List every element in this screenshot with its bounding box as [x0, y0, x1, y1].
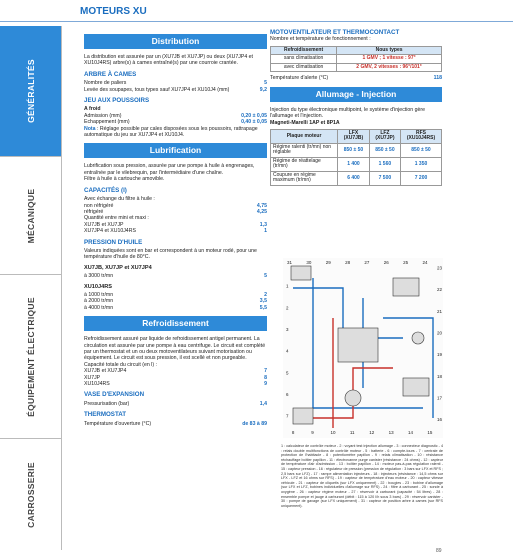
spec-row: Pressurisation (bar) 1,4: [84, 400, 267, 407]
sub-heading: A froid: [84, 106, 101, 113]
right-column: [270, 26, 442, 189]
spec-row: XU7JB et XU7JP 1,3: [84, 221, 267, 228]
left-column: [84, 26, 267, 427]
diagram-callout: 28: [345, 260, 351, 265]
diagram-callout: 5: [286, 370, 289, 376]
page-title: MOTEURS XU: [80, 6, 147, 17]
diagram-callout: 19: [437, 352, 443, 358]
fan-table: Refroidissement Nous types sans climatisation 1 GMV ; 1 vitesse : 97° avec climatisation 2 GMV, 2 vitesses : 96°/101°: [270, 46, 442, 73]
diagram-callout: 3: [286, 327, 289, 333]
sidebar-tab-carrosserie[interactable]: CARROSSERIE: [0, 438, 62, 550]
section-band-refroidissement: Refroidissement: [84, 316, 267, 331]
diagram-callout: 12: [369, 430, 375, 435]
section-heading: CAPACITÉS (l): [84, 186, 127, 194]
diagram-callout: 24: [422, 260, 428, 265]
diagram-callout: 23: [437, 265, 443, 271]
diagram-callout: 22: [437, 287, 443, 293]
paragraph: Injection du type électronique multipoint, le système d'injection gère l'allumage et l'injection.: [270, 106, 425, 120]
paragraph: Capacité totale du circuit (en l) :: [84, 361, 157, 368]
paragraph: La distribution est assurée par un (XU7JB et XU7JP) ou deux (XU7JP4 et XU10J4RS) arbre(s) à cames entraîné(s) par une courroie crantée.: [84, 54, 253, 67]
diagram-callout: 29: [325, 260, 331, 265]
diagram-callout: 2: [286, 305, 289, 311]
paragraph: Avec échange du filtre à huile :: [84, 196, 155, 203]
section-band-lubrification: Lubrification: [84, 143, 267, 158]
engine-group-heading: XU7JB, XU7JP et XU7JP4: [84, 264, 152, 271]
diagram-callout: 7: [286, 413, 289, 419]
spec-row: XU7JP 8: [84, 374, 267, 381]
diagram-callout: 1: [286, 283, 289, 289]
diagram-callout: 27: [364, 260, 370, 265]
spec-row: Admission (mm) 0,20 ± 0,05: [84, 112, 267, 119]
spec-row: XU7JB et XU7JP4 7: [84, 368, 267, 375]
diagram-callout: 4: [286, 348, 289, 354]
section-heading: ARBRE À CAMES: [84, 70, 137, 78]
spec-row: à 3000 tr/mn 5: [84, 273, 267, 280]
note-paragraph: Nota : Réglage possible par cales disposées sous les poussoirs, rattrapage automatique du jeu sur XU7JP4 et XU10J4.: [84, 125, 258, 139]
paragraph: Lubrification sous pression, assurée par une pompe à huile à engrenages, entraînée par le vilebrequin, par l'intermédiaire d'une chaîne.: [84, 163, 255, 176]
diagram-callout: 10: [330, 430, 336, 435]
diagram-callout: 25: [403, 260, 409, 265]
paragraph: Nombre et température de fonctionnement :: [270, 36, 371, 43]
spec-row: Levée des soupapes, tous types sauf XU7JP4 et XU10J4 (mm) 9,2: [84, 86, 267, 93]
section-heading: VASE D'EXPANSION: [84, 391, 145, 399]
engine-group-heading: XU10J4RS: [84, 283, 112, 290]
sidebar-tab-mecanique[interactable]: MÉCANIQUE: [0, 156, 62, 274]
diagram-callout: 16: [437, 417, 443, 423]
diagram-callout: 30: [306, 260, 312, 265]
diagram-callout: 6: [286, 392, 289, 398]
diagram-legend: 1 : calculateur de contrôle moteur - 2 : voyant test injection allumage - 3 : connecteur diagnostic - 4 : relais double multifonctions de contrôle moteur - 5 : batterie - 6 : compte-tours - 7 : centrale de protection de l'habitacle - 8 : potentiomètre papillon - 9 : relais climatisation - 10 : résistance réchauffage boîtier papillon - 11 : électrovanne purge canister (résistance : 24 ohms) - 12 : capteur de température d'air d'admission - 13 : boîtier papillon - 14 : moteur pas-à-pas régulation ralenti - 15 : capteur pression - 16 : régulateur de pression (pression de régulation : 3 bars sur LFX et RFS ; 2,5 bars sur LFZ) - 17 : rampe alimentation injecteurs - 18 : injecteurs (résistance : 14,5 ohms sur LFX - LFZ et 16 ohms sur RFS) - 19 : capteur de température d'eau moteur - 20 : capteur vitesse véhicule - 21 : capteur de cliquetis (sur LFX uniquement) - 22 : bougies - 23 : bobine d'allumage (sur LFX et LFZ, bobines individuelles d'allumage sur RFS) - 24 : filtre à carburant - 25 : sonde à oxygène - 26 : capteur régime moteur - 27 : réservoir à carburant (capacité : 54 litres) - 28 : ensemble pompe et jauge à carburant (débit : 115 à 120 l/h sous 3 bars) - 29 : réservoir canister - 30 : pompe de gavage (sur LFX uniquement) - 31 : capteur de position arbre à cames (sur RFS uniquement).: [281, 444, 443, 508]
injection-table: Plaque moteur LFX (XU7JB) LFZ (XU7JP) RFS (XU10J4RS) Régime ralenti (tr/mn) non réglable 850 ± 50 850 ± 50 850 ± 50 Régime de réattelage (tr/mn) 1 400 1 560 1 350 Coupure en régime maximum (tr/mn) 6 400 7 500 7 200: [270, 129, 442, 186]
spec-row: Température d'ouverture (°C) de 83 à 89: [84, 420, 267, 427]
paragraph: Quantité entre mini et maxi :: [84, 215, 149, 222]
diagram-callout: 18: [437, 373, 443, 379]
spec-row: Echappement (mm) 0,40 ± 0,05: [84, 119, 267, 126]
page-header: [0, 0, 513, 22]
spec-row: XU10J4RS 9: [84, 381, 267, 388]
section-heading: JEU AUX POUSSOIRS: [84, 97, 150, 105]
diagram-callout: 9: [311, 430, 314, 435]
diagram-callout: 26: [383, 260, 389, 265]
injection-wiring-diagram: [283, 258, 443, 438]
diagram-callout: 21: [437, 308, 443, 314]
spec-row: réfrigéré 4,25: [84, 208, 267, 215]
spec-row: à 2000 tr/mn 3,5: [84, 298, 267, 305]
section-heading: PRESSION D'HUILE: [84, 238, 143, 246]
page-number: 89: [436, 548, 442, 554]
diagram-callout: 11: [349, 430, 355, 435]
section-band-allumage: Allumage - Injection: [270, 87, 442, 102]
diagram-callout: 15: [427, 430, 433, 435]
spec-row: à 1000 tr/mn 2: [84, 291, 267, 298]
section-heading: THERMOSTAT: [84, 411, 127, 419]
spec-row: à 4000 tr/mn 5,5: [84, 304, 267, 311]
diagram-callout: 17: [437, 395, 443, 401]
sidebar-tab-electrique[interactable]: ÉQUIPEMENT ÉLECTRIQUE: [0, 274, 62, 438]
spec-row: non réfrigéré 4,75: [84, 202, 267, 209]
diagram-callout: 13: [388, 430, 394, 435]
diagram-callout: 8: [291, 430, 295, 435]
diagram-callout: 14: [407, 430, 413, 435]
paragraph: Refroidissement assuré par liquide de refroidissement antigel permanent. La circulation est assurée par une pompe à eau centrifuge. Le circuit est complété par un thermostat et un ou deux motoventilateurs suivant motorisation ou équipement. Le circuit est sous pression, il est scellé et non purgeable.: [84, 336, 266, 362]
spec-row: Nombre de paliers 5: [84, 80, 267, 87]
paragraph: Valeurs indiquées sont en bar et correspondent à un moteur rodé, pour une température d'huile de 80°C.: [84, 247, 257, 261]
sidebar-tab-generalites[interactable]: GÉNÉRALITÉS: [0, 26, 62, 156]
diagram-callout: 31: [287, 260, 293, 265]
spec-row: Température d'alerte (°C) 118: [270, 75, 442, 82]
section-heading: MOTOVENTILATEUR ET THERMOCONTACT: [270, 29, 400, 36]
paragraph: Filtre à huile à cartouche amovible.: [84, 176, 165, 183]
diagram-callout: 20: [437, 330, 443, 336]
sub-heading: Magneti-Marelli 1AP et 8P1A: [270, 119, 340, 126]
section-band-distribution: Distribution: [84, 34, 267, 49]
spec-row: XU7JP4 et XU10J4RS 1: [84, 228, 267, 235]
